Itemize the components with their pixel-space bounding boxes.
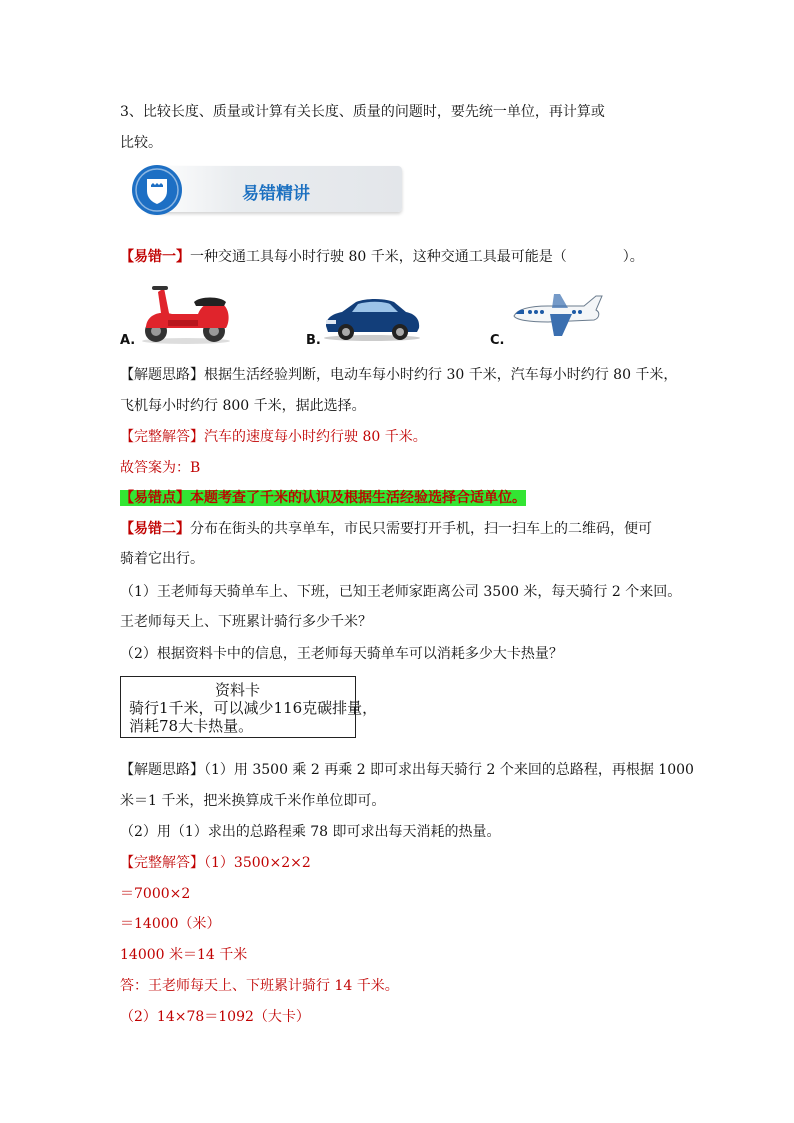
err1-question: 一种交通工具每小时行驶 80 千米，这种交通工具最可能是（ ）。 xyxy=(190,249,644,265)
section-banner xyxy=(120,163,402,219)
err1-think-tag: 【解题思路】 xyxy=(120,367,204,383)
err2-sub2: （2）根据资料卡中的信息，王老师每天骑单车可以消耗多少大卡热量？ xyxy=(120,646,563,662)
err2-calc-4: 14000 米＝14 千米 xyxy=(120,947,248,963)
err2-sub1-line-2: 王老师每天上、下班累计骑行多少千米？ xyxy=(120,614,372,630)
err2-think-tag: 【解题思路】 xyxy=(120,762,204,778)
option-b-label: B. xyxy=(306,333,321,348)
option-a-label: A. xyxy=(120,333,136,348)
option-c-label: C. xyxy=(490,333,505,348)
err1-tag: 【易错一】 xyxy=(120,249,190,265)
err2-sub1-line-1: （1）王老师每天骑单车上、下班，已知王老师家距离公司 3500 米，每天骑行 2 个来回。 xyxy=(120,584,682,600)
info-card-line-2: 消耗78大卡热量。 xyxy=(129,717,254,735)
err2-think-text-1: （1）用 3500 乘 2 再乘 2 即可求出每天骑行 2 个来回的总路程，再根据 1000 xyxy=(204,762,694,778)
err1-point xyxy=(120,489,526,507)
err2-question-line-2: 骑着它出行。 xyxy=(120,551,204,567)
err2-think-line-1 xyxy=(120,761,694,779)
car-icon xyxy=(322,292,422,342)
err2-think-line-2: 米＝1 千米，把米换算成千米作单位即可。 xyxy=(120,793,386,809)
err2-full-line xyxy=(120,854,311,872)
err2-think-line-3: （2）用（1）求出的总路程乘 78 即可求出每天消耗的热量。 xyxy=(120,824,501,840)
err2-question-text: 分布在街头的共享单车，市民只需要打开手机，扫一扫车上的二维码，便可 xyxy=(190,521,652,537)
err2-calc-1: （1）3500×2×2 xyxy=(204,855,311,871)
shield-badge-icon xyxy=(130,163,184,217)
err1-think-line-1 xyxy=(120,366,677,384)
err2-tag: 【易错二】 xyxy=(120,521,190,537)
err1-full-text: 汽车的速度每小时约行驶 80 千米。 xyxy=(204,429,427,445)
err1-full-line xyxy=(120,428,427,446)
err2-calc-5: （2）14×78＝1092（大卡） xyxy=(120,1009,310,1025)
err2-calc-3: ＝14000（米） xyxy=(120,916,221,932)
intro-line-2: 比较。 xyxy=(120,135,162,151)
err2-calc-2: ＝7000×2 xyxy=(120,886,191,902)
err1-think-line-2: 飞机每小时约行 800 千米，据此选择。 xyxy=(120,398,366,414)
err2-full-tag: 【完整解答】 xyxy=(120,855,204,871)
airplane-icon xyxy=(508,290,604,338)
scooter-icon xyxy=(138,278,234,346)
err1-question-line xyxy=(120,248,644,266)
err2-question-line-1 xyxy=(120,520,652,538)
info-card xyxy=(120,676,378,738)
info-card-title: 资料卡 xyxy=(215,681,261,699)
err1-think-text-1: 根据生活经验判断，电动车每小时约行 30 千米，汽车每小时约行 80 千米， xyxy=(204,367,678,383)
err1-answer: 故答案为：B xyxy=(120,460,201,476)
err2-answer-1: 答：王老师每天上、下班累计骑行 14 千米。 xyxy=(120,978,399,994)
intro-line-1: 3、比较长度、质量或计算有关长度、质量的问题时，要先统一单位，再计算或 xyxy=(120,104,605,120)
err1-full-tag: 【完整解答】 xyxy=(120,429,204,445)
banner-title: 易错精讲 xyxy=(242,184,310,204)
info-card-line-1: 骑行1千米，可以减少116克碳排量， xyxy=(129,699,378,717)
err1-point-highlight: 【易错点】本题考查了千米的认识及根据生活经验选择合适单位。 xyxy=(120,490,526,506)
